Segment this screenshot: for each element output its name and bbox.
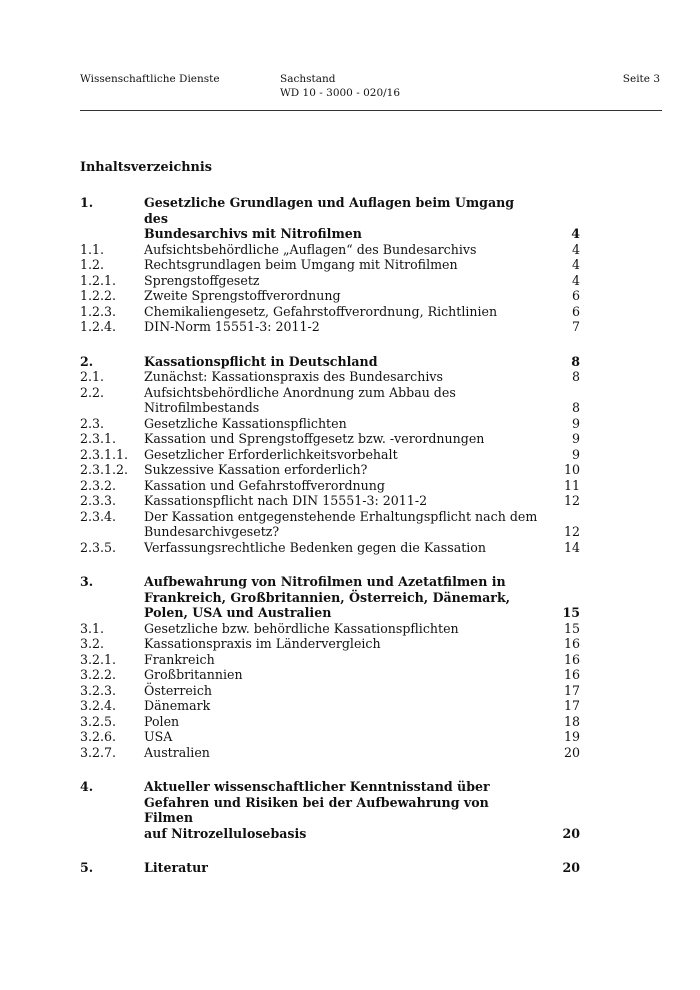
- header-document-info: [280, 72, 400, 100]
- toc-entry-title: Kassationspraxis im Ländervergleich: [144, 636, 381, 651]
- toc-entry-page: 8: [571, 400, 580, 415]
- toc-entry: [80, 416, 580, 432]
- toc-section: [80, 354, 580, 556]
- toc-entry: [80, 319, 580, 335]
- header-department: Wissenschaftliche Dienste: [80, 73, 220, 85]
- table-of-contents: [80, 160, 580, 895]
- toc-entry-page: 9: [571, 446, 580, 462]
- toc-entry-page: 4: [571, 272, 580, 288]
- toc-entry-number: 3.2.1.: [80, 651, 117, 667]
- toc-section: [80, 779, 580, 841]
- toc-entry-page: 7: [571, 319, 580, 334]
- toc-entry: [80, 273, 580, 289]
- toc-entry-number: 3.: [80, 574, 94, 589]
- toc-entry-title: Aufsichtsbehördliche „Auflagen“ des Bundesarchivs: [144, 241, 477, 257]
- toc-entry-number: 3.2.5.: [80, 713, 117, 729]
- toc-entry-page: 6: [571, 288, 580, 303]
- toc-entry-number: 2.3.: [80, 415, 105, 431]
- toc-entry-number: 3.2.7.: [80, 744, 117, 760]
- toc-entry-title: Aufsichtsbehördliche Anordnung zum Abbau des Nitrofilmbestands: [144, 384, 456, 415]
- toc-entry-page: 10: [563, 462, 580, 477]
- toc-entry-page: 4: [571, 241, 580, 257]
- toc-entry-page: 12: [563, 524, 580, 539]
- toc-entry-title: Australien: [144, 744, 210, 760]
- toc-entry: [80, 493, 580, 509]
- toc-entry: [80, 745, 580, 761]
- toc-entry-title: Kassationspflicht nach DIN 15551-3: 2011-2: [144, 493, 428, 508]
- toc-section: [80, 860, 580, 876]
- toc-entry-title: DIN-Norm 15551-3: 2011-2: [144, 319, 320, 334]
- page-header: [80, 72, 660, 112]
- toc-entry-number: 2.3.5.: [80, 539, 117, 555]
- header-page-number: Seite 3: [622, 73, 660, 85]
- toc-entry: [80, 431, 580, 447]
- toc-entry-title: Kassationspflicht in Deutschland: [144, 353, 378, 369]
- toc-entry: [80, 447, 580, 463]
- toc-entry-page: 14: [563, 539, 580, 555]
- toc-entry-title: Gesetzlicher Erforderlichkeitsvorbehalt: [144, 446, 398, 462]
- toc-entry: [80, 729, 580, 745]
- toc-entry-page: 18: [563, 713, 580, 729]
- toc-entry-page: 20: [563, 744, 580, 760]
- toc-entry-number: 1.2.4.: [80, 319, 117, 334]
- toc-entry-title: Der Kassation entgegenstehende Erhaltungspflicht nach dem Bundesarchivgesetz?: [144, 508, 538, 539]
- toc-entry-page: 4: [571, 226, 580, 241]
- toc-entry: [80, 621, 580, 637]
- toc-sections: [80, 195, 580, 876]
- toc-entry-title: Großbritannien: [144, 667, 243, 682]
- toc-entry-page: 8: [571, 369, 580, 384]
- toc-entry: [80, 462, 580, 478]
- toc-entry-page: 16: [563, 667, 580, 682]
- toc-entry-page: 20: [562, 860, 580, 875]
- toc-entry-page: 4: [571, 257, 580, 272]
- toc-entry-title: Verfassungsrechtliche Bedenken gegen die Kassation: [144, 539, 486, 555]
- toc-entry-page: 6: [571, 303, 580, 319]
- toc-entry-title: Rechtsgrundlagen beim Umgang mit Nitrofilmen: [144, 257, 458, 272]
- toc-entry-page: 15: [562, 605, 580, 620]
- toc-entry-number: 1.1.: [80, 241, 105, 257]
- toc-entry-number: 2.3.1.: [80, 431, 117, 446]
- toc-entry-number: 2.3.1.2.: [80, 462, 129, 477]
- toc-entry-number: 2.3.4.: [80, 508, 117, 524]
- toc-entry-number: 2.3.2.: [80, 477, 117, 493]
- toc-entry-title: Sprengstoffgesetz: [144, 272, 260, 288]
- toc-entry: [80, 714, 580, 730]
- toc-entry-page: 9: [571, 431, 580, 446]
- toc-entry: [80, 354, 580, 370]
- toc-entry-number: 2.3.3.: [80, 493, 117, 508]
- toc-entry-title: Sukzessive Kassation erforderlich?: [144, 462, 368, 477]
- toc-entry-title: Aufbewahrung von Nitrofilmen und Azetatfilmen in Frankreich, Großbritannien, Österreich, Dänemark, Polen, USA und Australien: [144, 574, 511, 620]
- toc-entry-number: 2.1.: [80, 369, 105, 384]
- toc-entry-title: Frankreich: [144, 651, 215, 667]
- toc-entry: [80, 574, 580, 621]
- toc-entry-number: 2.3.1.1.: [80, 446, 129, 462]
- toc-entry-number: 1.2.: [80, 257, 105, 272]
- toc-entry-title: Polen: [144, 713, 180, 729]
- toc-entry-number: 3.2.6.: [80, 729, 117, 744]
- toc-entry-page: 8: [571, 353, 580, 369]
- toc-entry: [80, 509, 580, 540]
- toc-entry-number: 3.2.: [80, 636, 105, 651]
- toc-entry: [80, 288, 580, 304]
- toc-entry-title: Kassation und Sprengstoffgesetz bzw. -verordnungen: [144, 431, 485, 446]
- toc-entry-title: Zweite Sprengstoffverordnung: [144, 288, 341, 303]
- toc-entry: [80, 860, 580, 876]
- toc-entry-page: 16: [563, 651, 580, 667]
- toc-entry-number: 3.2.2.: [80, 667, 117, 682]
- toc-entry-page: 16: [563, 636, 580, 651]
- toc-entry-page: 20: [562, 825, 580, 841]
- toc-entry-title: Dänemark: [144, 698, 211, 713]
- toc-entry: [80, 683, 580, 699]
- toc-entry-title: USA: [144, 729, 173, 744]
- toc-entry: [80, 385, 580, 416]
- toc-entry-number: 2.: [80, 353, 94, 369]
- toc-entry-number: 3.2.3.: [80, 682, 117, 698]
- toc-entry: [80, 652, 580, 668]
- toc-entry: [80, 304, 580, 320]
- toc-entry: [80, 369, 580, 385]
- toc-entry: [80, 540, 580, 556]
- toc-title: Inhaltsverzeichnis: [80, 160, 212, 175]
- toc-entry-number: 1.: [80, 195, 94, 210]
- toc-entry-page: 12: [563, 493, 580, 508]
- header-doc-number: WD 10 - 3000 - 020/16: [280, 87, 401, 99]
- header-divider: [80, 110, 662, 111]
- toc-entry-number: 5.: [80, 860, 94, 875]
- toc-entry-page: 9: [571, 415, 580, 431]
- toc-entry: [80, 667, 580, 683]
- toc-entry-title: Österreich: [144, 682, 212, 698]
- toc-entry-page: 19: [563, 729, 580, 744]
- toc-entry: [80, 478, 580, 494]
- toc-entry-number: 3.2.4.: [80, 698, 117, 713]
- toc-entry: [80, 779, 580, 841]
- toc-entry-page: 17: [563, 698, 580, 713]
- toc-entry-title: Zunächst: Kassationspraxis des Bundesarchivs: [144, 369, 443, 384]
- toc-entry-number: 1.2.2.: [80, 288, 117, 303]
- toc-entry: [80, 242, 580, 258]
- toc-entry-title: Aktueller wissenschaftlicher Kenntnisstand über Gefahren und Risiken bei der Aufbewahrung von Filmen auf Nitrozellulosebasis: [144, 779, 490, 841]
- toc-entry-title: Gesetzliche Grundlagen und Auflagen beim Umgang des Bundesarchivs mit Nitrofilmen: [144, 195, 515, 241]
- toc-entry-title: Literatur: [144, 860, 208, 875]
- toc-section: [80, 195, 580, 335]
- toc-entry: [80, 257, 580, 273]
- toc-entry-title: Chemikaliengesetz, Gefahrstoffverordnung, Richtlinien: [144, 303, 498, 319]
- toc-entry-number: 2.2.: [80, 384, 105, 400]
- toc-entry: [80, 636, 580, 652]
- toc-entry-page: 11: [563, 477, 580, 493]
- toc-entry-page: 15: [563, 620, 580, 636]
- toc-entry-title: Kassation und Gefahrstoffverordnung: [144, 477, 385, 493]
- toc-entry-number: 4.: [80, 779, 94, 794]
- toc-entry-number: 1.2.1.: [80, 272, 117, 288]
- toc-entry-title: Gesetzliche Kassationspflichten: [144, 415, 347, 431]
- toc-entry-number: 3.1.: [80, 620, 105, 636]
- toc-entry: [80, 698, 580, 714]
- toc-entry-page: 17: [563, 682, 580, 698]
- header-doc-type: Sachstand: [280, 73, 336, 85]
- toc-entry-title: Gesetzliche bzw. behördliche Kassationspflichten: [144, 620, 459, 636]
- toc-entry: [80, 195, 580, 242]
- toc-entry-number: 1.2.3.: [80, 303, 117, 319]
- toc-section: [80, 574, 580, 760]
